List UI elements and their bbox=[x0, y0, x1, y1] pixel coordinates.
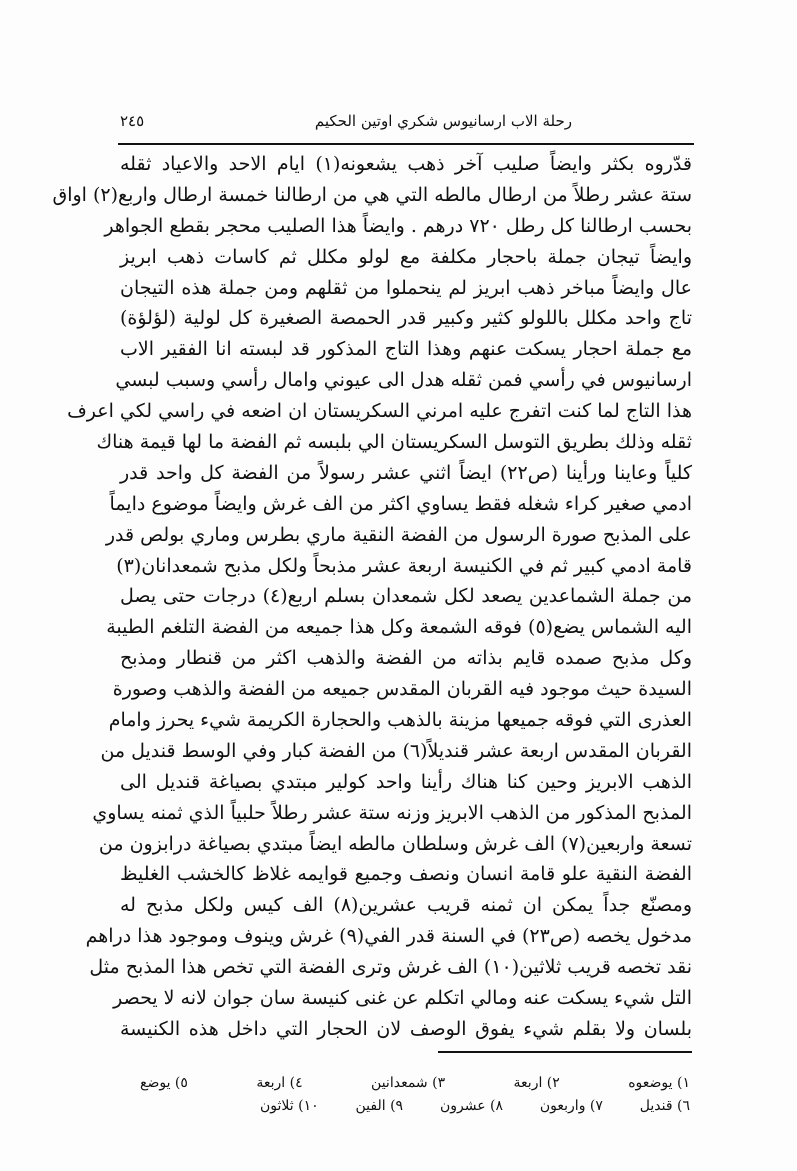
text-line: هذا التاج لما كنت اتفرج عليه امرني السكريستان ان اضعه في راسي لكي اعرف bbox=[67, 400, 692, 423]
footnote-row bbox=[260, 1095, 690, 1118]
footnote: ٥) يوضع bbox=[140, 1075, 188, 1091]
footnote: ١) يوضعوه bbox=[628, 1075, 690, 1091]
footnote: ١٠) ثلاثون bbox=[260, 1098, 319, 1114]
footnote: ٤) اربعة bbox=[256, 1075, 303, 1091]
text-line: التل شيء يسكت عنه ومالي اتكلم عن غنى كنيسة سان جوان لانه لا يحصر bbox=[113, 987, 692, 1010]
text-line: قدّروه بكثر وايضاً صليب آخر ذهب يشعونه(١) ايام الاحد والاعياد ثقله bbox=[120, 153, 692, 175]
text-line: ومصنّع جداً يمكن ان ثمنه قريب عشرين(٨) الف كيس ولكل مذبح له bbox=[120, 894, 692, 917]
text-line: عال وايضاً مباخر ذهب ابريز لم ينحملوا من ثقلهم ومن جملة هذه التيجان bbox=[120, 276, 692, 299]
text-line: ثقله وذلك بطريق التوسل السكريستان الي بلبسه ثم الفضة ما لها قيمة هناك bbox=[96, 431, 692, 454]
header-rule bbox=[118, 143, 694, 145]
footnote: ٦) قنديل bbox=[639, 1098, 690, 1114]
text-line: وكل مذبح صمده قايم بذاته من الفضة والذهب اكثر من قنطار ومذبح bbox=[120, 647, 692, 670]
text-line: بحسب ارطالنا كل رطل ٧٢٠ درهم . وايضاً هذا الصليب محجر بقطع الجواهر bbox=[104, 214, 692, 237]
text-line: نقد تخصه قريب ثلاثين(١٠) الف غرش وترى الفضة التي تخص هذا المذبح مثل bbox=[89, 956, 692, 979]
text-line: من جملة الشماعدين يصعد لكل شمعدان بسلم اربع(٤) درجات حتى يصل bbox=[120, 585, 692, 608]
text-line: ارسانيوس في رأسي فمن ثقله هدل الى عيوني وامال رأسي وسبب لبسي bbox=[115, 369, 692, 392]
text-line: على المذبح صورة الرسول من الفضة النقية ماري بطرس وماري بولص قدر bbox=[105, 523, 692, 546]
text-line: وايضاً تيجان جملة باحجار مكلفة مع لولو مكلل ثم كاسات ذهب ابريز bbox=[120, 245, 692, 268]
text-line: مدخول يخصه (ص٢٣) في السنة قدر الفي(٩) غرش وينوف وموجود هذا دراهم bbox=[85, 925, 692, 948]
text-line: بلسان ولا بقلم شيء يفوق الوصف لان الحجار التي داخل هذه الكنيسة bbox=[120, 1017, 692, 1040]
text-line: تاج واحد مكلل باللولو كثير وكبير قدر الحمصة الصغيرة كل لولية (لؤلؤة) bbox=[120, 307, 692, 330]
text-line: قامة ادمي كبير ثم في الكنيسة اربعة عشر مذبحاً ولكل مذبح شمعدانان(٣) bbox=[116, 554, 692, 577]
text-line: الفضة النقية علو قامة انسان ونصف وجميع قوايمه غلاظ كالخشب الغليظ bbox=[120, 863, 692, 886]
text-line: الذهب الابريز وحين كنا هناك رأينا واحد كولير مبتدي بصياغة قنديل الى bbox=[120, 770, 692, 793]
running-title: رحلة الاب ارسانيوس شكري اوتين الحكيم bbox=[314, 112, 572, 130]
page-number: ٢٤٥ bbox=[120, 112, 145, 130]
body-text bbox=[52, 149, 692, 1045]
text-line: المذبح المذكور من الذهب الابريز وزنه ستة عشر رطلاً حلبياً الذي ثمنه يساوي bbox=[92, 801, 692, 824]
footnote: ٧) واربعون bbox=[539, 1098, 603, 1114]
text-line: العذرى التي فوقه جميعها مزينة بالذهب والحجارة الكريمة شيء يحرز وامام bbox=[108, 709, 692, 732]
text-line: ستة عشر رطلاً من ارطال مالطه التي هي من ارطالنا خمسة ارطال واربع(٢) اواق bbox=[52, 183, 692, 206]
footnote-rule bbox=[438, 1051, 692, 1053]
text-line: مع جملة احجار يسكت عنهم وهذا التاج المذكور قد لبسته انا الفقير الاب bbox=[120, 338, 692, 361]
footnote: ٣) شمعدانين bbox=[371, 1075, 446, 1091]
footnote: ٢) اربعة bbox=[513, 1075, 560, 1091]
footnote: ٩) الفين bbox=[355, 1098, 404, 1114]
footnote-row bbox=[140, 1072, 690, 1095]
footnote: ٨) عشرون bbox=[439, 1098, 503, 1114]
text-line: اليه الشماس يضع(٥) فوقه الشمعة وكل هذا جميعه من الفضة التلغم الطيبة bbox=[106, 616, 692, 639]
text-line: كلياً وعاينا ورأينا (ص٢٢) ايضاً اثني عشر رسولاً من الفضة كل واحد قدر bbox=[120, 461, 692, 484]
footnotes bbox=[140, 1072, 690, 1118]
text-line: القربان المقدس اربعة عشر قنديلاً(٦) من الفضة كبار وفي الوسط قنديل من bbox=[100, 739, 692, 762]
text-line: تسعة واربعين(٧) الف غرش وسلطان مالطه ايضاً مبتدي بصياغة درابزون من bbox=[98, 832, 692, 855]
text-line: السيدة حيث موجود فيه القربان المقدس جميعه من الفضة والذهب وصورة bbox=[112, 678, 692, 701]
running-header bbox=[120, 112, 692, 138]
text-line: ادمي صغير كراء شغله فقط يساوي اكثر من الف غرش وايضاً موضوع دايماً bbox=[109, 492, 692, 515]
